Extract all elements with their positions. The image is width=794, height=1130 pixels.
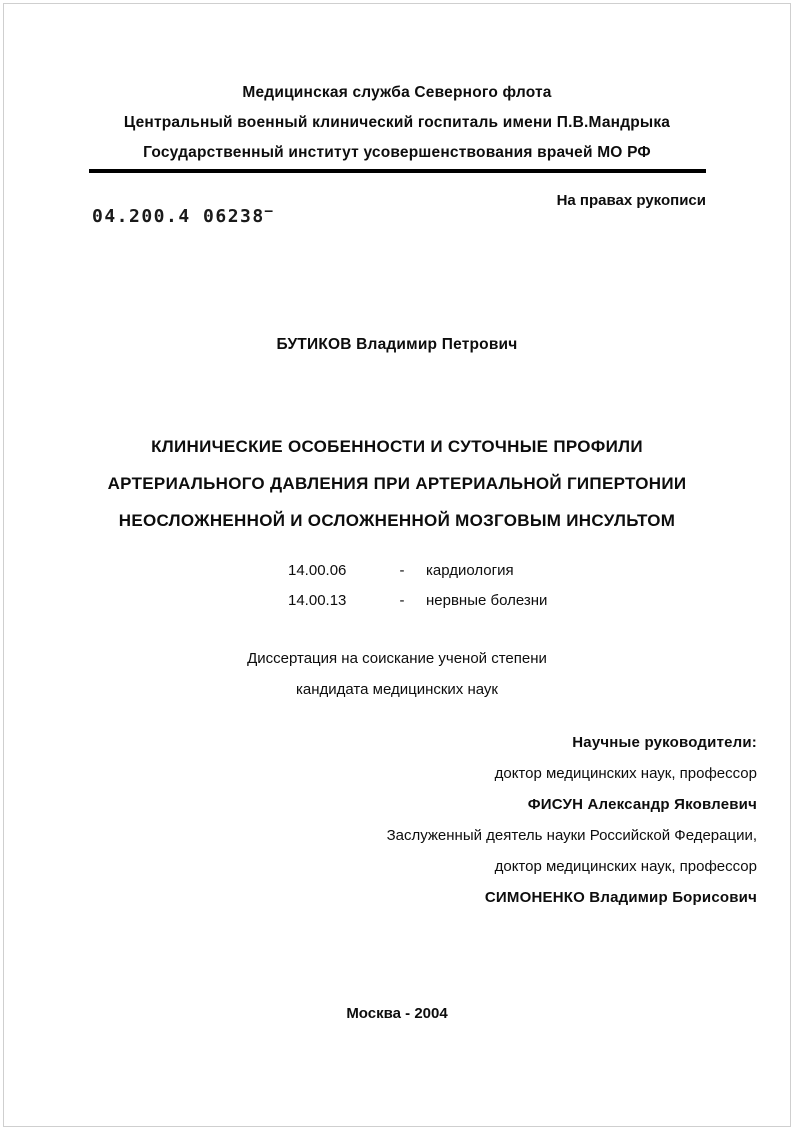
specialty-codes — [288, 556, 547, 616]
city-year: Москва - 2004 — [346, 1005, 448, 1022]
specialty-dash: - — [399, 562, 405, 579]
specialty-dash: - — [399, 592, 405, 609]
institution-line-1: Медицинская служба Северного флота — [242, 84, 552, 101]
header-divider-rule — [89, 169, 706, 173]
specialty-code: 14.00.13 — [288, 592, 347, 609]
dissertation-line-1: Диссертация на соискание ученой степени — [247, 650, 547, 667]
dissertation-title — [30, 428, 764, 539]
stamp-number: 04.200.4 06238 — [92, 206, 265, 227]
author-name: БУТИКОВ Владимир Петрович — [276, 336, 518, 353]
specialty-label: кардиология — [426, 562, 514, 579]
title-line-3: НЕОСЛОЖНЕННОЙ И ОСЛОЖНЕННОЙ МОЗГОВЫМ ИНСУЛЬТОМ — [118, 511, 676, 530]
supervisor-name-2: СИМОНЕНКО Владимир Борисович — [484, 889, 757, 906]
scientific-supervisors-block — [387, 727, 757, 913]
manuscript-rights-note: На правах рукописи — [556, 192, 706, 209]
institution-line-2: Центральный военный клинический госпиталь имени П.В.Мандрыка — [123, 114, 671, 131]
dissertation-line-2: кандидата медицинских наук — [296, 681, 498, 698]
dissertation-type-statement — [0, 643, 794, 705]
title-line-2: АРТЕРИАЛЬНОГО ДАВЛЕНИЯ ПРИ АРТЕРИАЛЬНОЙ ГИПЕРТОНИИ — [107, 474, 687, 493]
institution-header — [0, 78, 794, 168]
supervisors-heading: Научные руководители: — [572, 734, 757, 751]
supervisor-degree-1: доктор медицинских наук, профессор — [494, 765, 757, 782]
supervisor-degree-2: доктор медицинских наук, профессор — [494, 858, 757, 875]
institution-line-3: Государственный институт усовершенствования врачей МО РФ — [143, 144, 651, 161]
supervisor-name-1: ФИСУН Александр Яковлевич — [527, 796, 757, 813]
specialty-row — [288, 586, 547, 616]
stamp-mark: – — [264, 204, 273, 219]
specialty-label: нервные болезни — [426, 592, 548, 609]
specialty-row — [288, 556, 547, 586]
supervisor-honor: Заслуженный деятель науки Российской Федерации, — [386, 827, 757, 844]
registration-stamp-number — [92, 204, 273, 227]
title-line-1: КЛИНИЧЕСКИЕ ОСОБЕННОСТИ И СУТОЧНЫЕ ПРОФИЛИ — [151, 437, 643, 456]
specialty-code: 14.00.06 — [288, 562, 347, 579]
